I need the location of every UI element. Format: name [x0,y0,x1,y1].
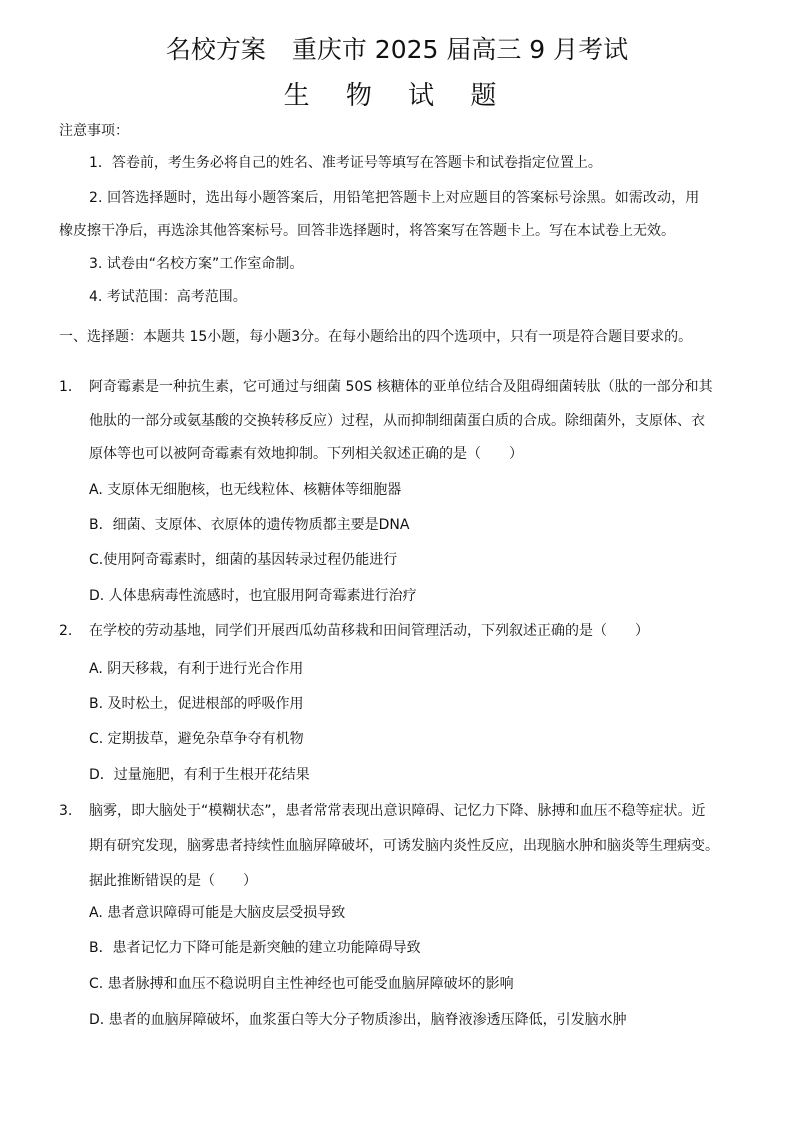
section-heading: 一、选择题：本题共 15小题，每小题3分。在每小题给出的四个选项中，只有一项是符合题目要求的。 [59,329,693,345]
exam-title-right: 重庆市 2025 届高三 9 月考试 [291,35,629,64]
question-number: 2. [59,623,73,639]
option-c: C.使用阿奇霉素时，细菌的基因转录过程仍能进行 [89,552,398,568]
exam-subject: 生 物 试 题 [283,81,511,111]
option-d: D. 患者的血脑屏障破坏，血浆蛋白等大分子物质渗出，脑脊液渗透压降低，引发脑水肿 [89,1012,627,1028]
exam-title-left: 名校方案 [165,35,266,64]
exam-title [0,30,794,66]
option-d: D．过量施肥，有利于生根开花结果 [89,767,310,783]
option-a: A. 支原体无细胞核，也无线粒体、核糖体等细胞器 [89,482,402,498]
note-item: 3. 试卷由“名校方案”工作室命制。 [89,256,304,272]
question-stem-line: 期有研究发现，脑雾患者持续性血脑屏障破坏，可诱发脑内炎性反应，出现脑水肿和脑炎等生理病变。 [89,838,719,854]
note-item: 4. 考试范围：高考范围。 [89,289,247,305]
question-number: 3. [59,803,73,819]
question-stem-line: 原体等也可以被阿奇霉素有效地抑制。下列相关叙述正确的是（ ） [89,446,523,462]
question-number: 1． [59,379,82,395]
question-stem-line: 他肽的一部分或氨基酸的交换转移反应）过程，从而抑制细菌蛋白质的合成。除细菌外，支原体、衣 [89,413,705,429]
question-stem-line: 脑雾，即大脑处于“模糊状态”，患者常常表现出意识障碍、记忆力下降、脉搏和血压不稳等症状。近 [89,803,706,819]
question-stem-line: 在学校的劳动基地，同学们开展西瓜幼苗移栽和田间管理活动，下列叙述正确的是（ ） [89,623,649,639]
option-a: A. 阴天移栽，有利于进行光合作用 [89,661,304,677]
option-b: B．细菌、支原体、衣原体的遗传物质都主要是DNA [89,517,410,533]
option-b: B．患者记忆力下降可能是新突触的建立功能障碍导致 [89,940,421,956]
note-item: 1．答卷前，考生务必将自己的姓名、准考证号等填写在答题卡和试卷指定位置上。 [89,155,602,171]
question-stem-line: 阿奇霉素是一种抗生素，它可通过与细菌 50S 核糖体的亚单位结合及阻碍细菌转肽（肽的一部分和其 [89,379,713,395]
option-c: C. 患者脉搏和血压不稳说明自主性神经也可能受血脑屏障破坏的影响 [89,976,514,992]
option-c: C. 定期拔草，避免杂草争夺有机物 [89,731,304,747]
option-d: D. 人体患病毒性流感时，也宜服用阿奇霉素进行治疗 [89,588,417,604]
note-item: 橡皮擦干净后，再选涂其他答案标号。回答非选择题时，将答案写在答题卡上。写在本试卷上无效。 [59,223,675,239]
question-stem-line: 据此推断错误的是（ ） [89,873,257,889]
notes-heading: 注意事项： [59,123,129,139]
option-b: B. 及时松土，促进根部的呼吸作用 [89,696,304,712]
note-item: 2. 回答选择题时，选出每小题答案后，用铅笔把答题卡上对应题目的答案标号涂黑。如需改动，用 [89,190,700,206]
option-a: A. 患者意识障碍可能是大脑皮层受损导致 [89,905,346,921]
